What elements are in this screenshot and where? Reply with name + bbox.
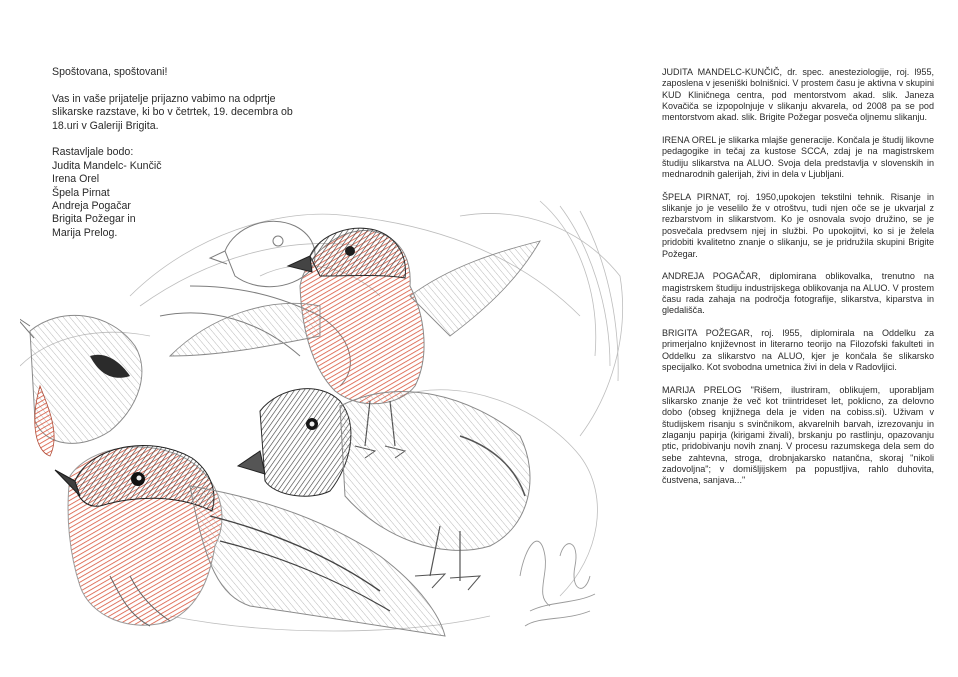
bio-marija: MARIJA PRELOG "Rišem, ilustriram, oblikujem, uporabljam slikarsko znanje že več kot triintrideset let, poklicno, za delovno dobo (obseg knjižnega dela je viden na cobiss.si). Uživam v študijskem risanju s svinčnikom, akvarelnih barvah, izrezovanju in zlaganju papirja (kirigami živali), brskanju po rastlinju, opazovanju ptic, pridobivanju novih znanj. V procesu razumskega dela sem do sebe zahtevna, stroga, drobnjakarsko natančna, skoraj "nikoli zadovoljna"; v domišljijskem pa popustljiva, rahlo duhovita, čustvena, sanjava..."	[662, 384, 934, 486]
bio-andreja: ANDREJA POGAČAR, diplomirana oblikovalka, trenutno na magistrskem študiju industrijskega oblikovanja na ALUO. V prostem času rada zahaja na področja fotografije, slikarstva, kiparstva in gledališča.	[662, 271, 934, 316]
exhibitor-name: Andreja Pogačar	[52, 200, 131, 213]
exhibitors-heading: Rastavljale bodo:	[52, 146, 134, 159]
invitation-text	[52, 66, 302, 240]
invite-text: Vas in vaše prijatelje prijazno vabimo na odprtje slikarske razstave, ki bo v četrtek, 19. decembra ob 18.uri v Galeriji Brigita.	[52, 92, 293, 132]
exhibitor-name: Špela Pirnat	[52, 186, 110, 199]
exhibitor-name: Brigita Požegar in	[52, 213, 136, 226]
artist-bios	[662, 67, 934, 498]
artist-signature	[520, 541, 595, 626]
bio-irena: IRENA OREL je slikarka mlajše generacije. Končala je študij likovne pedagogike in tečaj za kustose SCCA, zdaj je na magistrskem študiju slikarstva na ALUO. Svoja dela predstavlja v slovenskih in mednarodnih galerijah, živi in dela v Ljubljani.	[662, 135, 934, 180]
left-edge-bird	[20, 315, 142, 456]
exhibitor-list	[52, 160, 302, 240]
exhibitor-name: Marija Prelog.	[52, 226, 118, 239]
greeting: Spoštovana, spoštovani!	[52, 66, 168, 78]
bio-judita: JUDITA MANDELC-KUNČIČ, dr. spec. anesteziologije, roj. l955, zaposlena v jeseniški bolnišnici. V prostem času je aktivna v skupini KUD Kliničnega centra, pod mentorstvom akad. slik. Janeza Kovačiča se izpopolnjuje v slikanju akvarela, od 2008 pa se pod mentorstvom akad. slik. Brigite Požegar posveča oljnemu slikanju.	[662, 67, 934, 123]
bird-drawing	[20, 196, 642, 642]
bio-brigita: BRIGITA POŽEGAR, roj. l955, diplomirala na Oddelku za primerjalno književnost in literarno teorijo na Filozofski fakulteti in Oddelku za slikarstvo na ALUO, kjer je končala še slikarsko specijalko. Kot svobodna umetnica živi in dela v Radovljici.	[662, 327, 934, 372]
exhibitor-name: Judita Mandelc- Kunčič	[52, 159, 162, 172]
exhibitor-name: Irena Orel	[52, 173, 100, 186]
bio-spela: ŠPELA PIRNAT, roj. 1950,upokojen tekstilni tehnik. Risanje in slikanje jo je veselilo že v otroštvu, tudi njen oče se je ukvarjal z rezbarstvom in slikarstvom. Ko je osnovala svojo družino, se je posvečala predvsem njej in službi. Po upokojitvi, ko si je želela pridobiti kvalitetno znanje o slikanju, se je pridružila skupini Brigite Požegar.	[662, 191, 934, 259]
exhibitors-block	[52, 146, 302, 240]
